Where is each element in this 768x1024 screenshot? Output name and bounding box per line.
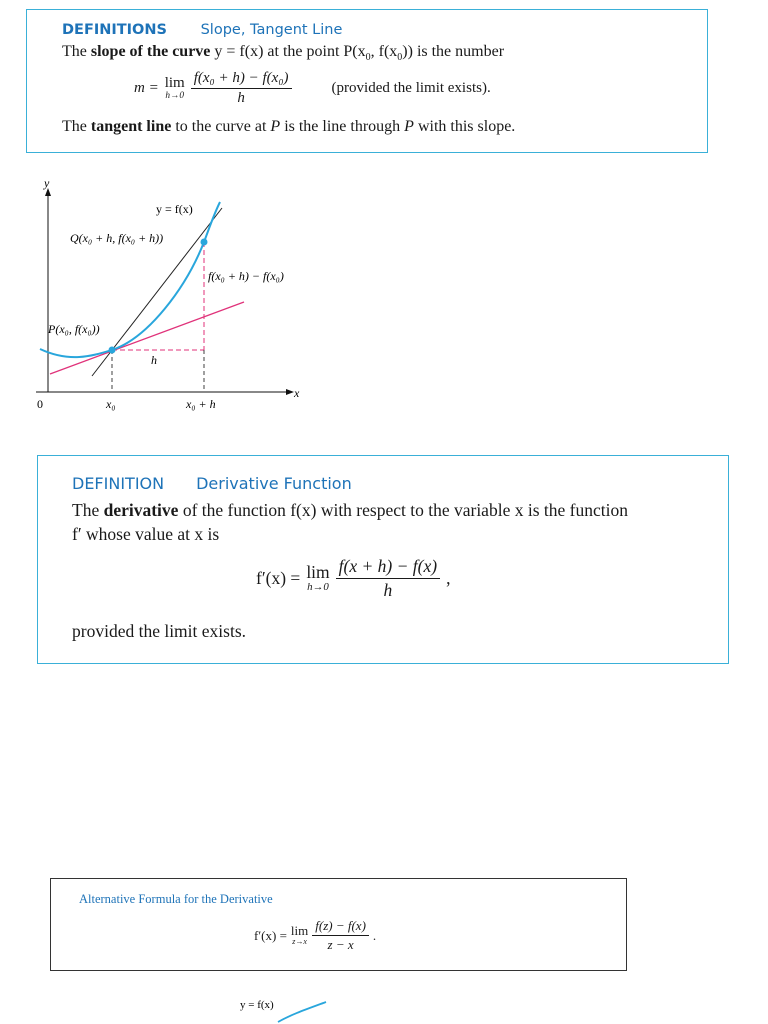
def2-line1-b: of the function f(x) with respect to the variable x is the function	[178, 500, 628, 520]
def2-line1	[72, 500, 628, 521]
origin-label: 0	[37, 397, 43, 411]
alt-limit	[291, 924, 308, 946]
def1-line3-d: with this slope.	[413, 118, 516, 135]
y-axis-label: y	[44, 176, 50, 190]
secant-tangent-figure	[0, 170, 340, 430]
def2-line4: provided the limit exists.	[72, 621, 247, 641]
run-label: h	[151, 353, 157, 367]
def2-denominator: h	[383, 580, 393, 600]
def1-line3-p2: P	[404, 118, 414, 135]
q-label: Q(x₀ + h, f(x₀ + h))	[70, 231, 164, 245]
alt-formula	[254, 918, 376, 953]
def1-line3-a: The	[62, 118, 91, 135]
footer-figure-partial	[230, 992, 350, 1024]
def2-heading-title: Derivative Function	[196, 474, 352, 493]
def1-line1-b: y = f(x) at the point P(x	[210, 43, 366, 60]
def1-line1-d: )) is the number	[402, 43, 505, 60]
def1-limit	[165, 76, 185, 101]
def1-fraction	[191, 70, 292, 107]
alt-numerator: f(z) − f(x)	[312, 918, 369, 936]
p-label: P(x₀, f(x₀))	[48, 322, 100, 336]
def1-line1	[62, 43, 504, 63]
def2-numerator: f(x + h) − f(x)	[336, 556, 440, 579]
def2-lim-sub: h→0	[307, 581, 329, 594]
x-axis-arrow-icon	[286, 389, 294, 395]
def1-line3-bold: tangent line	[90, 118, 172, 135]
def2-heading	[72, 474, 352, 494]
def1-heading-title: Slope, Tangent Line	[200, 22, 343, 38]
alt-trailing-period: .	[372, 927, 377, 943]
def2-line1-bold: derivative	[103, 500, 179, 520]
curve-label: y = f(x)	[156, 202, 193, 216]
footer-curve	[278, 1002, 326, 1022]
def2-lim-word: lim	[306, 561, 330, 582]
def2-fraction	[336, 556, 440, 601]
def1-formula-lhs: m =	[134, 80, 159, 96]
def1-lim-sub: h→0	[165, 90, 185, 101]
def1-heading-label: DEFINITIONS	[62, 22, 167, 38]
def2-limit	[306, 561, 330, 594]
alt-title: Alternative Formula for the Derivative	[79, 892, 273, 906]
alt-lim-sub: z→x	[292, 937, 307, 947]
def2-line2: f′ whose value at x is	[72, 524, 220, 544]
def1-line1-bold: slope of the curve	[90, 43, 211, 60]
footer-curve-label: y = f(x)	[240, 999, 274, 1011]
def1-line3	[62, 118, 515, 136]
point-p	[109, 347, 116, 354]
alt-formula-lhs: f′(x) =	[254, 927, 287, 943]
def1-lim-word: lim	[164, 74, 185, 91]
def1-denominator: h	[237, 90, 245, 106]
x0-tick-label: x₀	[106, 397, 116, 411]
def2-trailing-comma: ,	[446, 568, 451, 588]
alt-fraction	[312, 918, 369, 953]
def1-line3-p: P	[270, 118, 281, 135]
rise-label: f(x₀ + h) − f(x₀)	[208, 269, 284, 283]
def2-heading-label: DEFINITION	[72, 474, 165, 493]
def2-formula	[256, 556, 450, 601]
point-q	[201, 239, 208, 246]
def1-numerator: f(x₀ + h) − f(x₀)	[191, 70, 292, 89]
def1-line1-c: , f(x	[370, 43, 398, 60]
tangent-line	[50, 302, 244, 374]
def2-line1-a: The	[72, 500, 104, 520]
alt-lim-word: lim	[290, 923, 309, 939]
def2-formula-lhs: f′(x) =	[256, 568, 301, 588]
def1-formula	[134, 70, 491, 107]
def1-line1-sub1: 0	[397, 52, 403, 64]
def1-heading	[62, 22, 342, 39]
def1-note: (provided the limit exists).	[331, 80, 491, 96]
def1-line1-a: The	[62, 43, 91, 60]
x-axis-label: x	[294, 386, 300, 400]
x0h-tick-label: x₀ + h	[186, 397, 216, 411]
alt-denominator: z − x	[327, 937, 354, 952]
def1-line3-c: is the line through	[280, 118, 405, 135]
def1-line1-sub0: 0	[365, 52, 371, 64]
def1-line3-b: to the curve at	[171, 118, 271, 135]
